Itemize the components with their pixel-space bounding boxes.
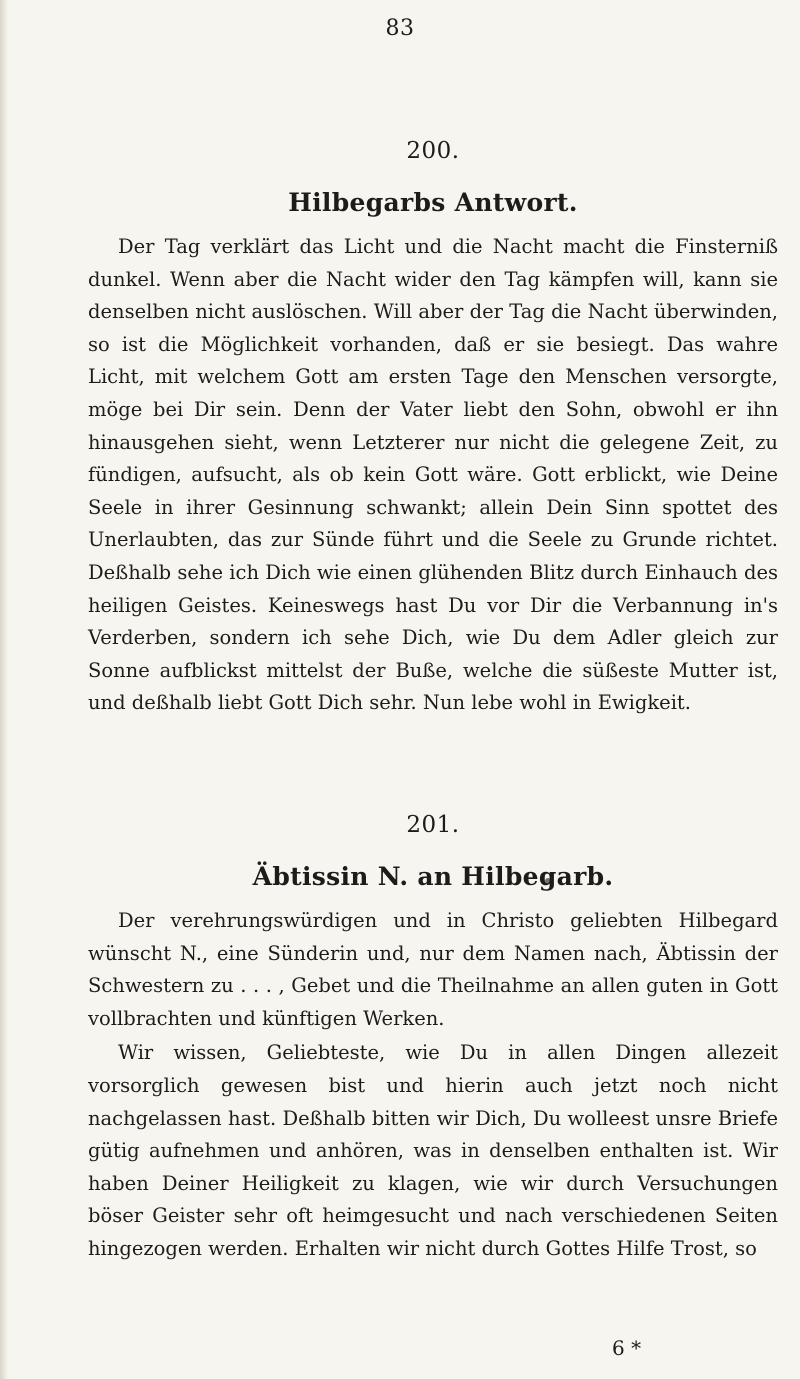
letter-number: 201. [406,812,460,838]
letter-paragraph: Der verehrungswürdigen und in Christo geliebten Hilbegard wünscht N., eine Sünderin und, nur dem Namen nach, Äbtissin der Schwestern zu . . . , Gebet und die Theilnahme an allen guten in Gott vollbrachten und künftigen Werken. [88,909,778,1030]
letter-200 [88,138,778,720]
page-number: 83 [385,16,415,41]
page-binding-edge [0,0,8,1379]
letter-201 [88,812,778,1266]
signature-mark: 6 * [612,1336,642,1360]
letter-paragraph: Der Tag verklärt das Licht und die Nacht macht die Finsterniß dunkel. Wenn aber die Nacht wider den Tag kämpfen will, kann sie denselben nicht auslöschen. Will aber der Tag die Nacht überwinden, so ist die Möglichkeit vorhanden, daß er sie besiegt. Das wahre Licht, mit welchem Gott am ersten Tage den Menschen versorgte, möge bei Dir sein. Denn der Vater liebt den Sohn, obwohl er ihn hinausgehen sieht, wenn Letzterer nur nicht die gelegene Zeit, zu fündigen, aufsucht, als ob kein Gott wäre. Gott erblickt, wie Deine Seele in ihrer Gesinnung schwankt; allein Dein Sinn spottet des Unerlaubten, das zur Sünde führt und die Seele zu Grunde richtet. Deßhalb sehe ich Dich wie einen glühenden Blitz durch Einhauch des heiligen Geistes. Keineswegs hast Du vor Dir die Verbannung in's Verderben, sondern ich sehe Dich, wie Du dem Adler gleich zur Sonne aufblickst mittelst der Buße, welche die süßeste Mutter ist, und deßhalb liebt Gott Dich sehr. Nun lebe wohl in Ewigkeit. [88,235,778,715]
letter-number: 200. [406,138,460,164]
letter-title: Hilbegarbs Antwort. [288,188,578,217]
letter-paragraph: Wir wissen, Geliebteste, wie Du in allen Dingen allezeit vorsorglich gewesen bist und hierin auch jetzt noch nicht nachgelassen hast. Deßhalb bitten wir Dich, Du wolleest unsre Briefe gütig aufnehmen und anhören, was in denselben enthalten ist. Wir haben Deiner Heiligkeit zu klagen, wie wir durch Versuchungen böser Geister sehr oft heimgesucht und nach verschiedenen Seiten hingezogen werden. Erhalten wir nicht durch Gottes Hilfe Trost, so [88,1041,778,1260]
letter-title: Äbtissin N. an Hilbegarb. [252,862,614,891]
